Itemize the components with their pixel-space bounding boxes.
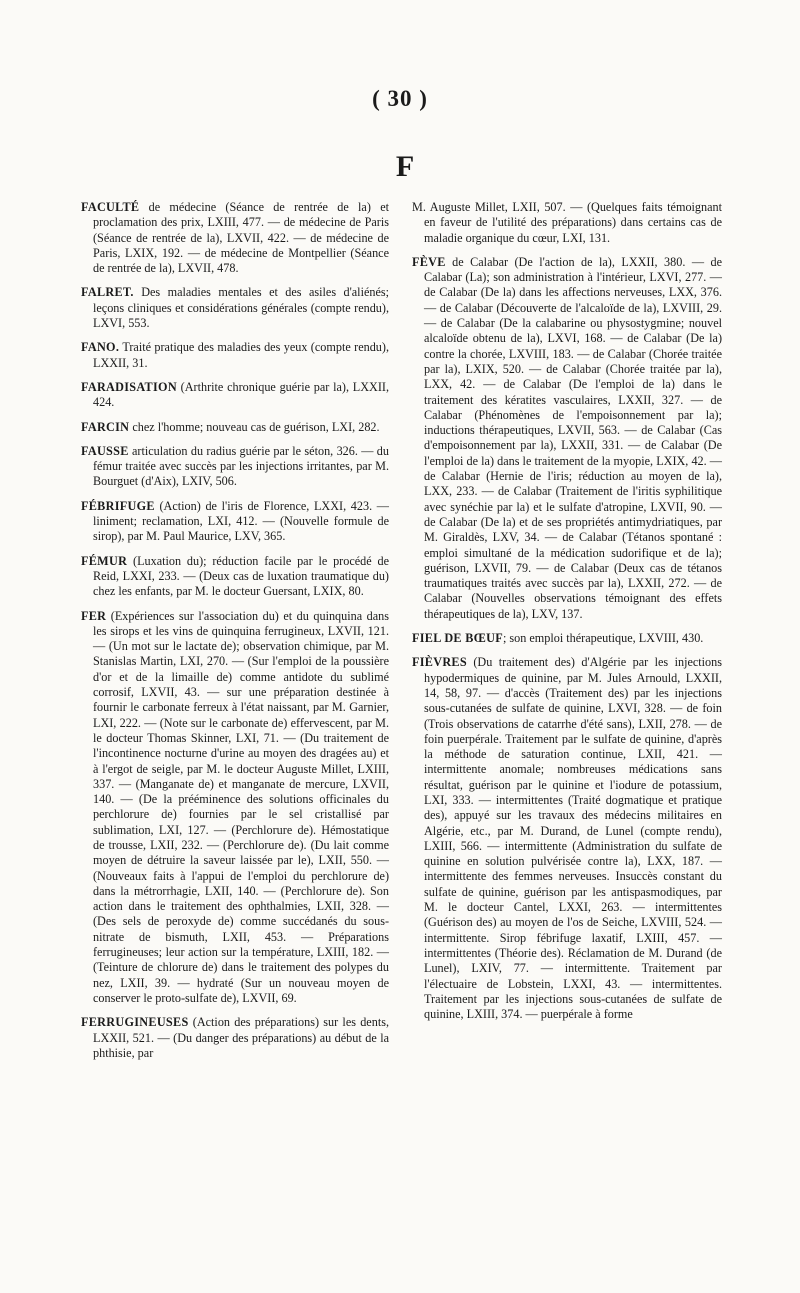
entry-headword: FARADISATION <box>81 379 177 394</box>
entry-text: (Luxation du); réduction facile par le procédé de Reid, LXXI, 233. — (Deux cas de luxation traumatique du) chez les enfants, par M. le docteur Guersant, LXIX, 80. <box>93 553 389 599</box>
entry-text: chez l'homme; nouveau cas de guérison, LXI, 282. <box>129 419 380 434</box>
entry-headword: FER <box>81 608 107 623</box>
entry-text: de Calabar (De l'action de la), LXXII, 380. — de Calabar (La); son administration à l'intérieur, LXVI, 277. — de Calabar (De la) dans les affections nerveuses, LXX, 376. — de Calabar (Découverte de l'alcaloïde de la), LXVIII, 29. — de Calabar (De la calabarine ou physostygmine; nouvel alcaloïde obtenu de la), LXVI, 168. — de Calabar (De la) contre la chorée, LXVIII, 183. — de Calabar (Chorée traitée par la), LXIX, 520. — de Calabar (Chorée traitée par la), LXX, 42. — de Calabar (De l'emploi de la) dans le traitement des kératites vasculaires, LXXII, 327. — de Calabar (Phénomènes de l'empoisonnement par la); inductions thérapeutiques, LXVII, 563. — de Calabar (Cas d'empoisonnement par la), LXXII, 331. — de Calabar (De l'emploi de la) dans le traitement de la myopie, LXIX, 42. — de Calabar (Hernie de l'iris; réduction au moyen de la), LXX, 233. — de Calabar (Traitement de l'iritis syphilitique avec synéchie par la) et le sulfate d'atropine, LXVII, 90. — de Calabar (De la) et de ses propriétés antimydriatiques, par M. Giraldès, LXV, 34. — de Calabar (Tétanos spontané : emploi simultané de la médication sudorifique et de la); guérison, LXVII, 79. — de Calabar (Deux cas de tétanos traumatiques traités avec succès par la), LXXII, 272. — de Calabar (Nouvelles observations témoignant des effets thérapeutiques de la), LXV, 137. <box>424 254 722 621</box>
entry-text: (Expériences sur l'association du) et du quinquina dans les sirops et les vins de quinquina ferrugineux, LXVII, 121. — (Un mot sur le lactate de); observation chimique, par M. Stanislas Martin, LXI, 270. — (Sur l'emploi de la poussière d'or et de la limaille de) comme antidote du sublimé corrosif, LXVII, 43. — sur une préparation destinée à fournir le carbonate ferreux à l'état naissant, par M. Garnier, LXI, 222. — (Note sur le carbonate de) effervescent, par M. le docteur Thomas Skinner, LXI, 71. — (Du traitement de l'incontinence nocturne d'urine au moyen des dragées au) et à l'ergot de seigle, par M. le docteur Auguste Millet, LXIII, 337. — (Manganate de) et manganate de mercure, LXVII, 140. — (De la prééminence des solutions officinales du perchlorure de) fournies par le sel cristallisé par sublimation, LXI, 127. — (Perchlorure de). Hémostatique de trousse, LXII, 232. — (Perchlorure de). (Du lait comme moyen de détruire la saveur laissée par le), LXII, 550. — (Nouveaux faits à l'appui de l'emploi du perchlorure de) dans la métrorrhagie, LXII, 140. — (Perchlorure de). Son action dans le traitement des ophthalmies, LXII, 328. — (Des sels de peroxyde de) comme succédanés du sous-nitrate de bismuth, LXII, 453. — Préparations ferrugineuses; leur action sur la température, LXIII, 182. — (Teinture de chlorure de) dans le traitement des polypes du nez, LXII, 39. — hydraté (Sur un nouveau moyen de conserver le proto-sulfate de), LXVII, 69. <box>93 608 389 1005</box>
index-entry <box>81 554 389 600</box>
index-entry <box>81 200 389 276</box>
entry-headword: FALRET. <box>81 285 134 300</box>
index-entry <box>412 255 722 622</box>
index-entry <box>81 420 389 435</box>
entry-headword: FÉBRIFUGE <box>81 498 155 513</box>
entry-headword: FACULTÉ <box>81 200 140 214</box>
index-entry <box>412 631 722 646</box>
index-entry <box>81 444 389 490</box>
index-entry <box>81 285 389 331</box>
index-entry <box>412 655 722 1022</box>
entry-text: Des maladies mentales et des asiles d'aliénés; leçons cliniques et considérations générales (compte rendu), LXVI, 553. <box>93 285 389 331</box>
entry-text: de médecine (Séance de rentrée de la) et proclamation des prix, LXIII, 477. — de médecine de Paris (Séance de rentrée de la), LXVII, 422. — de médecine de Paris, LXIX, 192. — de médecine de Montpellier (Séance de rentrée de la), LXVII, 478. <box>93 200 389 276</box>
entry-text: (Action des préparations) sur les dents, LXXII, 521. — (Du danger des préparations) au début de la phthisie, par <box>93 1015 389 1060</box>
index-entry <box>81 380 389 411</box>
left-column <box>81 200 389 1070</box>
entry-headword: FAUSSE <box>81 443 129 458</box>
entry-headword: FIÈVRES <box>412 655 467 670</box>
entry-text: ; son emploi thérapeutique, LXVIII, 430. <box>502 631 704 646</box>
index-entry <box>81 1015 389 1061</box>
entry-headword: FÉMUR <box>81 553 128 568</box>
entry-text: (Action) de l'iris de Florence, LXXI, 423. — liniment; reclamation, LXI, 412. — (Nouvelle formule de sirop), par M. Paul Maurice, LXV, 365. <box>93 498 389 544</box>
entry-headword: FÈVE <box>412 254 446 269</box>
entry-headword: FANO. <box>81 340 120 355</box>
entry-text: articulation du radius guérie par le séton, 326. — du fémur traitée avec succès par les injections irritantes, par M. Bourguet (d'Aix), LXIV, 506. <box>93 443 389 489</box>
entry-text: (Arthrite chronique guérie par la), LXXII, 424. <box>93 379 389 410</box>
entry-text: (Du traitement des) d'Algérie par les injections hypodermiques de quinine, par M. Jules Arnould, LXXII, 14, 58, 97. — d'accès (Traitement des) par les injections sous-cutanées de sulfate de quinine, LXVI, 328. — de foin (Trois observations de catarrhe d'été sans), LXII, 278. — de foin puerpérale. Traitement par le sulfate de quinine, d'après la méthode de saturation continue, LXII, 421. — intermittente anomale; nombreuses médications sans résultat, guérison par le quinine et l'iodure de potassium, LXI, 333. — intermittentes (Traité dogmatique et pratique des), appuyé sur les travaux des médecins militaires en Algérie, etc., par M. Durand, de Lunel (compte rendu), LXIII, 566. — intermittente (Administration du sulfate de quinine en solution pulvérisée contre la), LXX, 187. — intermittente des femmes nerveuses. Insuccès constant du sulfate de quinine, guérison par les antispasmodiques, par M. le docteur Cantel, LXXI, 263. — intermittentes (Guérison des) au moyen de l'os de Seiche, LXVIII, 524. — intermittente. Sirop fébrifuge laxatif, LXIII, 457. — intermittentes (Théorie des). Réclamation de M. Durand (de Lunel), LXIV, 77. — intermittente. Traitement par l'électuaire de Lobstein, LXXI, 43. — intermittentes. Traitement par les injections sous-cutanées de sulfate de quinine, LXIII, 374. — puerpérale à forme <box>424 655 722 1022</box>
entry-text: Traité pratique des maladies des yeux (compte rendu), LXXII, 31. <box>93 340 389 370</box>
entry-headword: FIEL DE BŒUF <box>412 631 503 646</box>
right-column <box>412 200 722 1031</box>
index-entry <box>412 200 722 246</box>
entry-headword: FARCIN <box>81 419 130 434</box>
index-entry <box>81 499 389 545</box>
page-number: ( 30 ) <box>372 86 428 111</box>
entry-text: M. Auguste Millet, LXII, 507. — (Quelques faits témoignant en faveur de l'utilité des préparations) dans certains cas de maladie organique du cœur, LXI, 131. <box>412 200 722 245</box>
index-entry <box>81 609 389 1007</box>
section-letter: F <box>395 150 415 183</box>
entry-headword: FERRUGINEUSES <box>81 1015 189 1030</box>
index-entry <box>81 340 389 371</box>
